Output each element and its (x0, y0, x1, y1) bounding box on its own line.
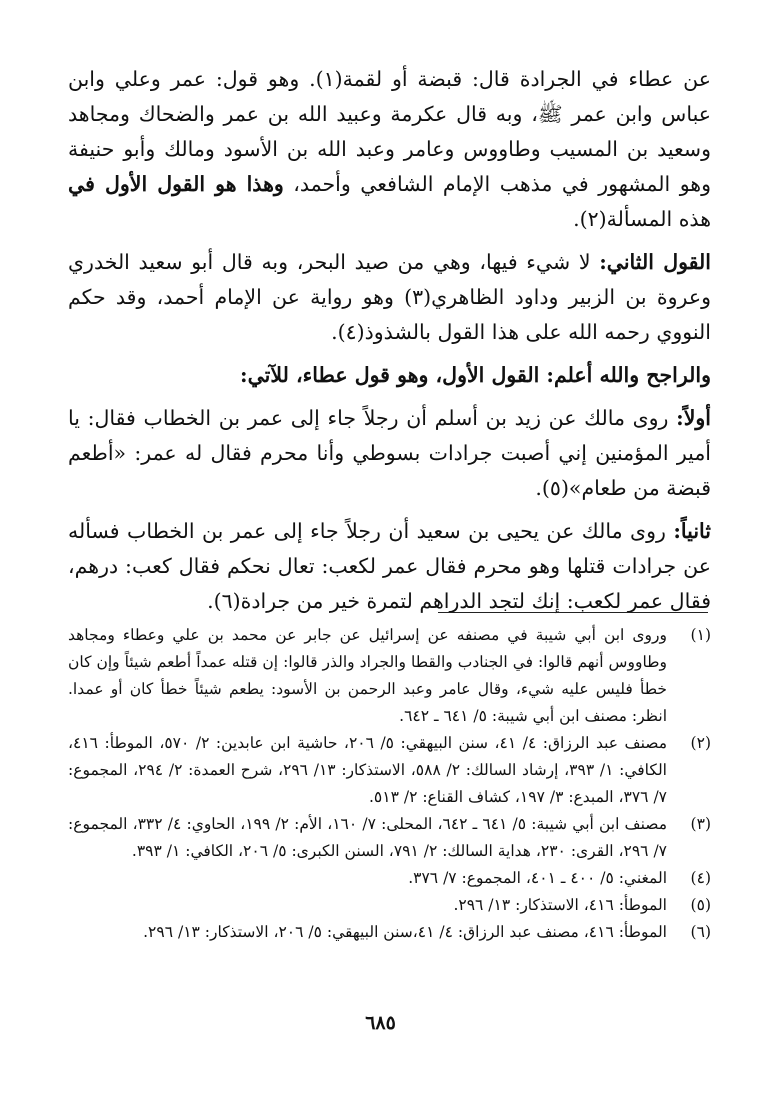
paragraph-2-lead: القول الثاني: (599, 250, 711, 274)
footnote-number: (٦) (690, 923, 711, 941)
footnote-number: (١) (690, 626, 711, 644)
footnote-item (68, 865, 711, 892)
main-text (68, 62, 711, 627)
paragraph-4-lead: أولاً: (676, 406, 711, 430)
footnote-text: مصنف ابن أبي شيبة: ٥/ ٦٤١ ـ ٦٤٢، المحلى: ٧/ ١٦٠، الأم: ٢/ ١٩٩، الحاوي: ٤/ ٣٣٢، المجموع: ٧/ ٢٩٦، القرى: ٢٣٠، هداية السالك: ٢/ ٧٩١، السنن الكبرى: ٥/ ٢٠٦، الكافي: ١/ ٣٩٣. (68, 815, 668, 860)
footnote-text: المغني: ٥/ ٤٠٠ ـ ٤٠١، المجموع: ٧/ ٣٧٦. (408, 869, 667, 887)
footnote-item (68, 622, 711, 730)
paragraph-1: عن عطاء في الجرادة قال: قبضة أو لقمة(١). وهو قول: عمر وعلي وابن عباس وابن عمر ﷺ، وبه قال عكرمة وعبيد الله بن عمر والضحاك ومجاهد وسعيد بن المسيب وطاووس وعامر وعبد الله بن الأسود ومالك وأبو حنيفة وهو المشهور في مذهب الإمام الشافعي وأحمد، وهذا هو القول الأول في هذه المسألة(٢). (68, 67, 711, 231)
paragraph-5: ثانياً: روى مالك عن يحيى بن سعيد أن رجلاً جاء إلى عمر بن الخطاب فسأله عن جرادات قتلها وهو محرم فقال عمر لكعب: تعال نحكم فقال كعب: درهم، فقال عمر لكعب: إنك لتجد الدراهم لتمرة خير من جرادة(٦). (68, 519, 711, 613)
footnote-item (68, 919, 711, 946)
footnote-separator (438, 612, 708, 613)
footnote-item (68, 730, 711, 811)
footnote-text: الموطأ: ٤١٦، الاستذكار: ١٣/ ٢٩٦. (453, 896, 667, 914)
footnote-text: وروى ابن أبي شيبة في مصنفه عن إسرائيل عن جابر عن محمد بن علي وعطاء ومجاهد وطاووس أنهم قالوا: في الجنادب والقطا والجراد والذر قالوا: إن قتله عمداً أطعم شيئاً وإن كان خطأ فليس عليه شيء، وقال عامر وعبد الرحمن بن الأسود: يطعم شيئاً خطأ كان أو عمدا. انظر: مصنف ابن أبي شيبة: ٥/ ٦٤١ ـ ٦٤٢. (68, 626, 667, 725)
page-number: ٦٨٥ (365, 1012, 396, 1034)
footnote-number: (٢) (690, 734, 711, 752)
footnotes (68, 622, 711, 946)
paragraph-2: القول الثاني: لا شيء فيها، وهي من صيد البحر، وبه قال أبو سعيد الخدري وعروة بن الزبير وداود الظاهري(٣) وهو رواية عن الإمام أحمد، وقد حكم النووي رحمه الله على هذا القول بالشذوذ(٤). (68, 250, 711, 344)
footnote-item (68, 892, 711, 919)
paragraph-1-bold: وهذا هو القول الأول في (68, 172, 284, 196)
footnote-item (68, 811, 711, 865)
footnote-text: الموطأ: ٤١٦، مصنف عبد الرزاق: ٤/ ٤١،سنن البيهقي: ٥/ ٢٠٦، الاستذكار: ١٣/ ٢٩٦. (143, 923, 667, 941)
footnote-number: (٥) (690, 896, 711, 914)
paragraph-3: والراجح والله أعلم: القول الأول، وهو قول عطاء، للآتي: (240, 363, 711, 387)
paragraph-4: أولاً: روى مالك عن زيد بن أسلم أن رجلاً جاء إلى عمر بن الخطاب فقال: يا أمير المؤمنين إني أصبت جرادات بسوطي وأنا محرم فقال له عمر: «أطعم قبضة من طعام»(٥). (68, 406, 711, 500)
footnote-number: (٤) (690, 869, 711, 887)
paragraph-5-lead: ثانياً: (673, 519, 711, 543)
footnote-number: (٣) (690, 815, 711, 833)
footnote-text: مصنف عبد الرزاق: ٤/ ٤١، سنن البيهقي: ٥/ ٢٠٦، حاشية ابن عابدين: ٢/ ٥٧٠، الموطأ: ٤١٦، الكافي: ١/ ٣٩٣، إرشاد السالك: ٢/ ٥٨٨، الاستذكار: ١٣/ ٢٩٦، شرح العمدة: ٢/ ٢٩٤، المجموع: ٧/ ٣٧٦، المبدع: ٣/ ١٩٧، كشاف القناع: ٢/ ٥١٣. (68, 734, 667, 806)
